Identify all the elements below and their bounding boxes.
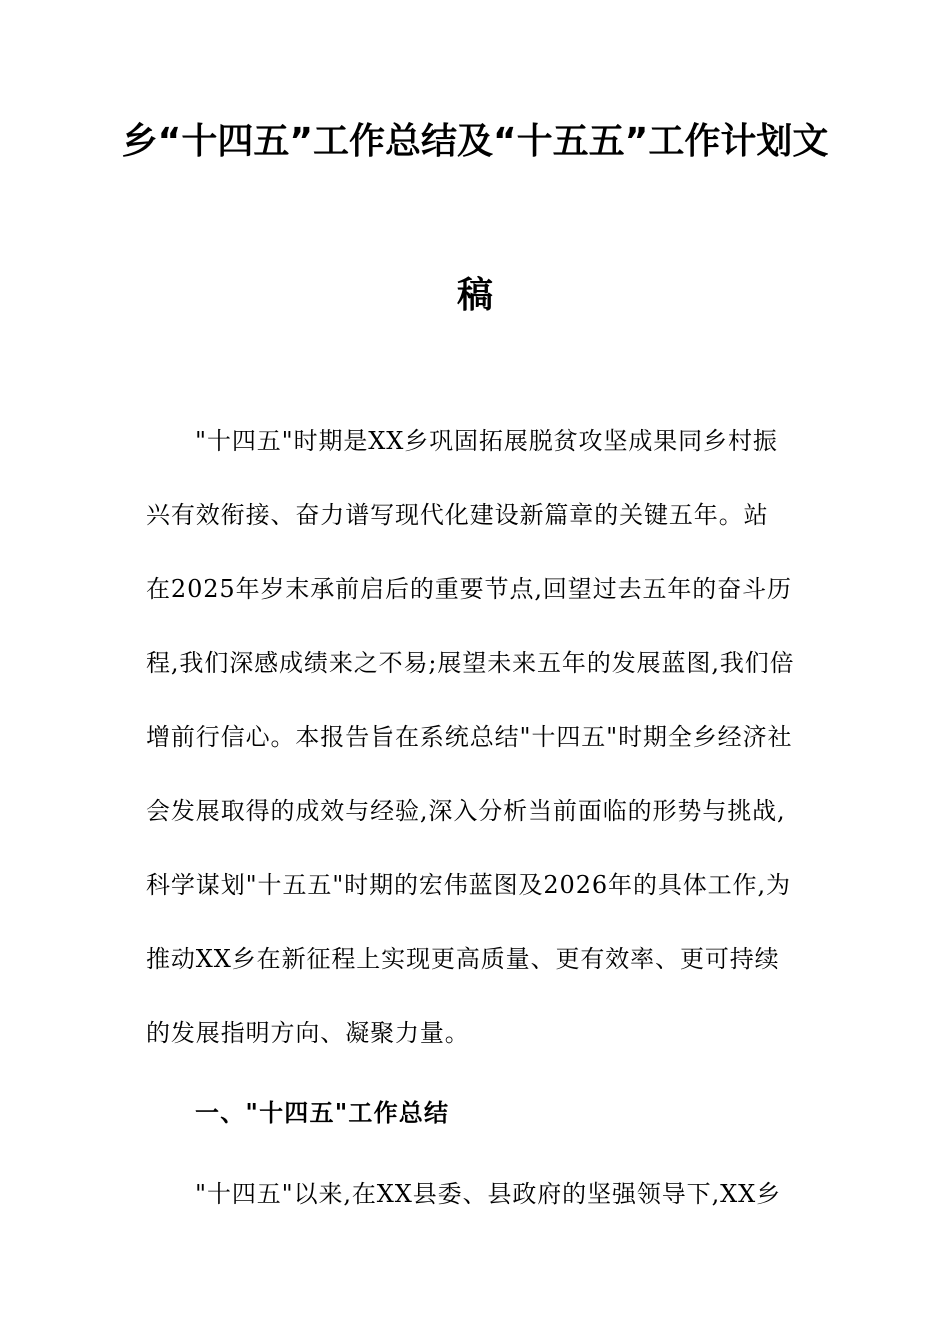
document-title-line-1: 乡“十四五”工作总结及“十五五”工作计划文 bbox=[121, 121, 829, 162]
intro-paragraph-line-9: 的发展指明方向、凝聚力量。 bbox=[146, 1019, 470, 1047]
intro-paragraph-line-1: "十四五"时期是XX乡巩固拓展脱贫攻坚成果同乡村振 bbox=[195, 427, 778, 455]
intro-paragraph-line-8: 推动XX乡在新征程上实现更高质量、更有效率、更可持续 bbox=[146, 945, 780, 973]
intro-paragraph-line-5: 增前行信心。本报告旨在系统总结"十四五"时期全乡经济社 bbox=[146, 723, 793, 751]
intro-paragraph-line-7: 科学谋划"十五五"时期的宏伟蓝图及2026年的具体工作,为 bbox=[146, 871, 791, 899]
intro-paragraph-line-6: 会发展取得的成效与经验,深入分析当前面临的形势与挑战, bbox=[146, 797, 786, 825]
intro-paragraph-line-2: 兴有效衔接、奋力谱写现代化建设新篇章的关键五年。站 bbox=[146, 501, 769, 529]
document-title-line-2: 稿 bbox=[456, 275, 493, 316]
intro-paragraph-line-3: 在2025年岁末承前启后的重要节点,回望过去五年的奋斗历 bbox=[146, 575, 792, 603]
section-heading-1: 一、"十四五"工作总结 bbox=[195, 1098, 450, 1127]
section-1-paragraph-line-1: "十四五"以来,在XX县委、县政府的坚强领导下,XX乡 bbox=[195, 1180, 781, 1208]
intro-paragraph-line-4: 程,我们深感成绩来之不易;展望未来五年的发展蓝图,我们倍 bbox=[146, 649, 795, 677]
